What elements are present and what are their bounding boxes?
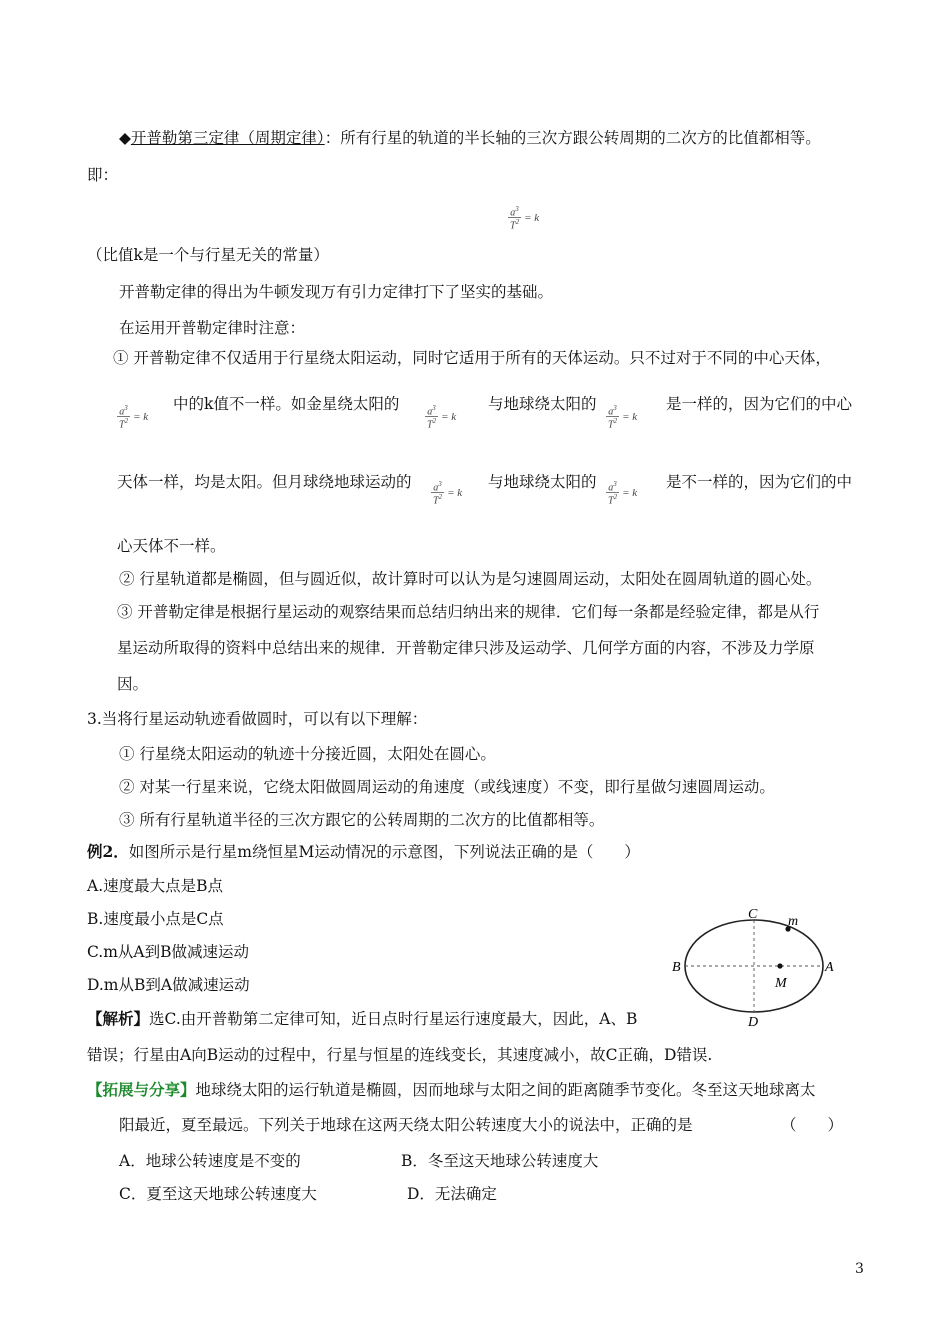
item1-seg-d: 天体一样，均是太阳。但月球绕地球运动的	[117, 473, 412, 491]
formula-num: a	[510, 207, 516, 219]
formula-den: T	[510, 220, 516, 232]
extend-label: 【拓展与分享】	[87, 1080, 196, 1099]
formula-num-exp: 3	[515, 205, 519, 213]
item1-seg-c: 是一样的，因为它们的中心	[666, 395, 853, 413]
option-d: D.m从B到A做减速运动	[87, 976, 250, 994]
label-D: D	[748, 1015, 759, 1027]
formula-inline-1: $\frac{a^3}{T^2}$ = k	[119, 404, 149, 431]
option-b: B.速度最小点是C点	[87, 910, 224, 928]
option-c: C.m从A到B做减速运动	[87, 943, 250, 961]
label-M: M	[775, 976, 787, 991]
item1-line1: ① 开普勒定律不仅适用于行星绕太阳运动，同时它适用于所有的天体运动。只不过对于不同的中心天体，	[113, 349, 831, 367]
example2-line	[87, 842, 640, 862]
analysis-line2: 错误；行星由A向B运动的过程中，行星与恒星的连线变长，其速度减小，故C正确，D错误.	[87, 1046, 713, 1064]
item3-line2: 星运动所取得的资料中总结出来的规律．开普勒定律只涉及运动学、几何学方面的内容，不涉及力学原	[117, 639, 815, 657]
p-attention: 在运用开普勒定律时注意：	[119, 319, 306, 337]
extend-line1	[87, 1080, 816, 1100]
extend-option-a: A．地球公转速度是不变的	[119, 1152, 301, 1170]
page-number: 3	[855, 1261, 864, 1277]
star-M-dot	[777, 963, 782, 968]
formula-inline-2: $\frac{a^3}{T^2}$ = k	[427, 404, 457, 431]
extend-option-d: D．无法确定	[407, 1185, 497, 1203]
item1-seg-a: 中的k值不一样。如金星绕太阳的	[173, 395, 400, 413]
analysis-text-1: 选C.由开普勒第二定律可知，近日点时行星运行速度最大，因此，A、B	[149, 1010, 638, 1028]
sec3-head: 3.当将行星运动轨迹看做圆时，可以有以下理解：	[87, 710, 428, 728]
note-k: （比值k是一个与行星无关的常量）	[87, 246, 329, 264]
extend-blank: （ ）	[781, 1116, 844, 1134]
analysis-label: 【解析】	[87, 1009, 150, 1028]
law3-line	[119, 128, 821, 148]
formula-inline-5: $\frac{a^3}{T^2}$ = k	[608, 480, 638, 507]
law3-title: 开普勒第三定律（周期定律）	[130, 129, 325, 147]
label-A: A	[825, 960, 834, 975]
item1-seg-f: 是不一样的，因为它们的中	[666, 473, 853, 491]
orbit-diagram	[668, 905, 848, 1027]
formula-inline-3: $\frac{a^3}{T^2}$ = k	[608, 404, 638, 431]
formula-rhs: = k	[524, 211, 540, 224]
option-a: A.速度最大点是B点	[87, 877, 224, 895]
formula-main	[508, 205, 539, 231]
law3-body: 所有行星的轨道的半长轴的三次方跟公转周期的二次方的比值都相等。	[340, 129, 821, 147]
extend-option-b: B．冬至这天地球公转速度大	[401, 1152, 599, 1170]
label-B: B	[672, 960, 681, 975]
sec3-item: ② 对某一行星来说，它绕太阳做圆周运动的角速度（或线速度）不变，即行星做匀速圆周运动。	[119, 778, 775, 796]
sec3-item: ① 行星绕太阳运动的轨迹十分接近圆，太阳处在圆心。	[119, 745, 496, 763]
analysis-line1	[87, 1009, 637, 1029]
law3-sep: ：	[324, 129, 341, 147]
item2: ② 行星轨道都是椭圆，但与圆近似，故计算时可以认为是匀速圆周运动，太阳处在圆周轨道的圆心处。	[119, 570, 822, 588]
sec3-item: ③ 所有行星轨道半径的三次方跟它的公转周期的二次方的比值都相等。	[119, 811, 605, 829]
formula-den-exp: 2	[515, 218, 520, 227]
example2-label: 例2．	[87, 842, 129, 861]
item1-seg-e: 与地球绕太阳的	[488, 473, 597, 491]
item3-line3: 因。	[117, 675, 149, 693]
bullet-icon: ◆	[119, 129, 131, 147]
example2-question: 如图所示是行星m绕恒星M运动情况的示意图，下列说法正确的是（ ）	[128, 843, 640, 861]
item1-seg-b: 与地球绕太阳的	[488, 395, 597, 413]
item1-line-end: 心天体不一样。	[117, 537, 226, 555]
extend-line2: 阳最近，夏至最远。下列关于地球在这两天绕太阳公转速度大小的说法中，正确的是	[119, 1116, 693, 1134]
extend-text-1: 地球绕太阳的运行轨道是椭圆，因而地球与太阳之间的距离随季节变化。冬至这天地球离太	[195, 1081, 816, 1099]
formula-inline-4: $\frac{a^3}{T^2}$ = k	[433, 480, 463, 507]
law3-cont: 即：	[87, 166, 119, 184]
item3-line1: ③ 开普勒定律是根据行星运动的观察结果而总结归纳出来的规律．它们每一条都是经验定律，都是从行	[117, 603, 820, 621]
label-C: C	[748, 907, 758, 922]
p-basis: 开普勒定律的得出为牛顿发现万有引力定律打下了坚实的基础。	[119, 283, 554, 301]
label-m: m	[788, 914, 799, 929]
extend-option-c: C．夏至这天地球公转速度大	[119, 1185, 317, 1203]
